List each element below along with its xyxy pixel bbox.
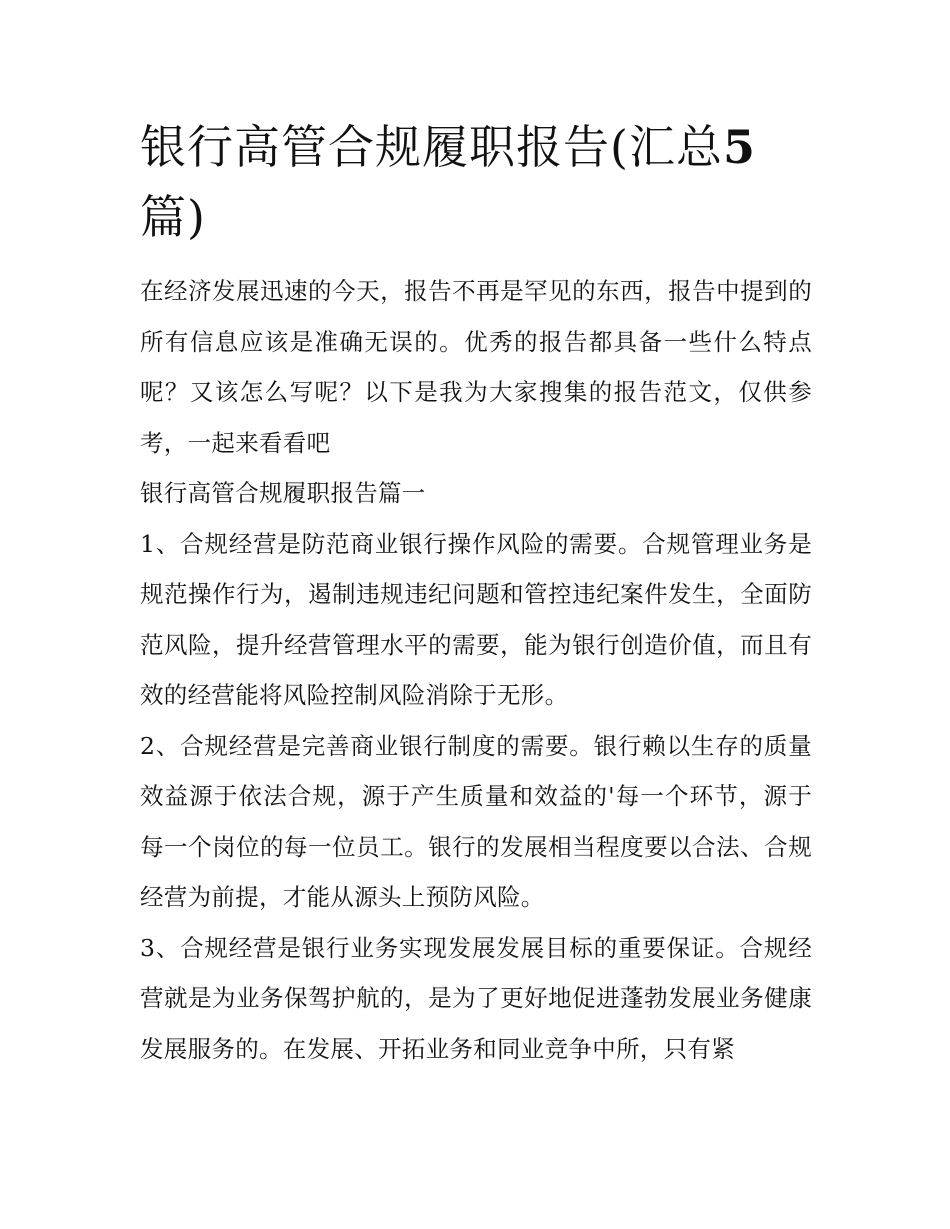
section-heading: 银行高管合规履职报告篇一 [140,479,426,507]
title-text-end: 篇) [140,190,206,244]
document-body [140,112,812,1074]
title-number: 5 [722,120,756,174]
intro-paragraph: 在经济发展迅速的今天，报告不再是罕见的东西，报告中提到的所有信息应该是准确无误的。优秀的报告都具备一些什么特点呢？又该怎么写呢？以下是我为大家搜集的报告范文，仅供参考，一起来看看吧 [140,277,812,457]
document-title [140,112,812,252]
body-paragraph-2: 2、合规经营是完善商业银行制度的需要。银行赖以生存的质量效益源于依法合规，源于产生质量和效益的'每一个环节，源于每一个岗位的每一位员工。银行的发展相当程度要以合法、合规经营为前提，才能从源头上预防风险。 [140,731,812,911]
title-text: 银行高管合规履职报告(汇总 [140,120,723,174]
body-paragraph-1: 1、合规经营是防范商业银行操作风险的需要。合规管理业务是规范操作行为，遏制违规违纪问题和管控违纪案件发生，全面防范风险，提升经营管理水平的需要，能为银行创造价值，而且有效的经营能将风险控制风险消除于无形。 [140,529,812,709]
body-paragraph-3: 3、合规经营是银行业务实现发展发展目标的重要保证。合规经营就是为业务保驾护航的，是为了更好地促进蓬勃发展业务健康发展服务的。在发展、开拓业务和同业竞争中所，只有紧 [140,933,812,1063]
